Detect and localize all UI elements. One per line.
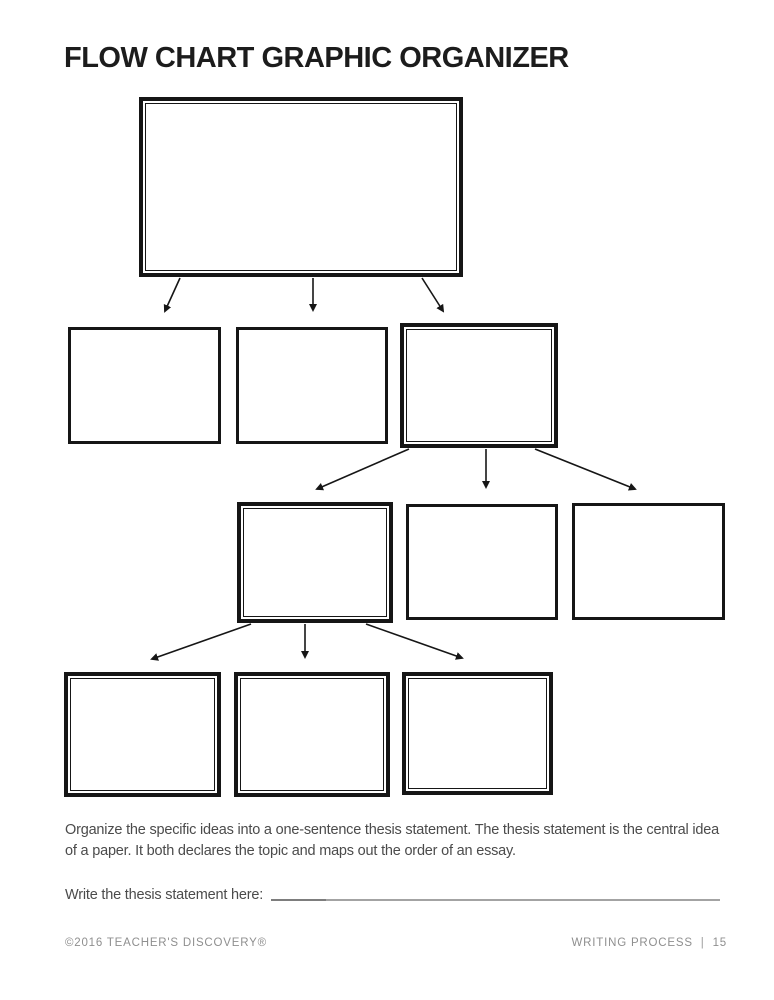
flow-box-row4-3 bbox=[402, 672, 553, 795]
footer-separator: | bbox=[700, 937, 705, 949]
flow-box-row2-2 bbox=[236, 327, 388, 444]
arrow-r2-3-to-r3-3 bbox=[535, 449, 635, 489]
thesis-answer-line-start bbox=[271, 899, 326, 901]
flow-box-row3-3 bbox=[572, 503, 725, 620]
flow-box-row2-3 bbox=[400, 323, 558, 448]
thesis-answer-line bbox=[326, 899, 720, 901]
flow-box-top bbox=[139, 97, 463, 277]
footer-section-label: WRITING PROCESS bbox=[571, 937, 693, 949]
arrow-top-to-r2-1 bbox=[165, 278, 180, 311]
flow-box-row4-1 bbox=[64, 672, 221, 797]
flow-box-row4-2-inner-frame bbox=[240, 678, 384, 791]
footer-copyright: ©2016 TEACHER'S DISCOVERY® bbox=[65, 937, 267, 949]
arrow-top-to-r2-3 bbox=[422, 278, 443, 311]
flow-box-row3-1-inner-frame bbox=[243, 508, 387, 617]
flow-box-row2-1 bbox=[68, 327, 221, 444]
footer-page-number: 15 bbox=[712, 937, 727, 949]
flow-box-row4-2 bbox=[234, 672, 390, 797]
page-title: FLOW CHART GRAPHIC ORGANIZER bbox=[64, 42, 569, 74]
flow-box-row4-1-inner-frame bbox=[70, 678, 215, 791]
arrow-r3-1-to-r4-3 bbox=[366, 624, 462, 658]
thesis-prompt-label: Write the thesis statement here: bbox=[65, 887, 264, 903]
arrow-r2-3-to-r3-1 bbox=[317, 449, 409, 489]
flow-box-top-inner-frame bbox=[145, 103, 457, 271]
flow-box-row3-1 bbox=[237, 502, 393, 623]
flow-box-row4-3-inner-frame bbox=[408, 678, 547, 789]
arrow-r3-1-to-r4-1 bbox=[152, 624, 251, 659]
page-footer bbox=[65, 937, 727, 949]
thesis-prompt-row bbox=[65, 887, 720, 903]
instructions-text: Organize the specific ideas into a one-sentence thesis statement. The thesis statement is the central idea of a paper. It both declares the topic and maps out the order of an essay. bbox=[65, 822, 719, 859]
flow-box-row3-2 bbox=[406, 504, 558, 620]
flow-box-row2-3-inner-frame bbox=[406, 329, 552, 442]
footer-right bbox=[572, 937, 727, 949]
